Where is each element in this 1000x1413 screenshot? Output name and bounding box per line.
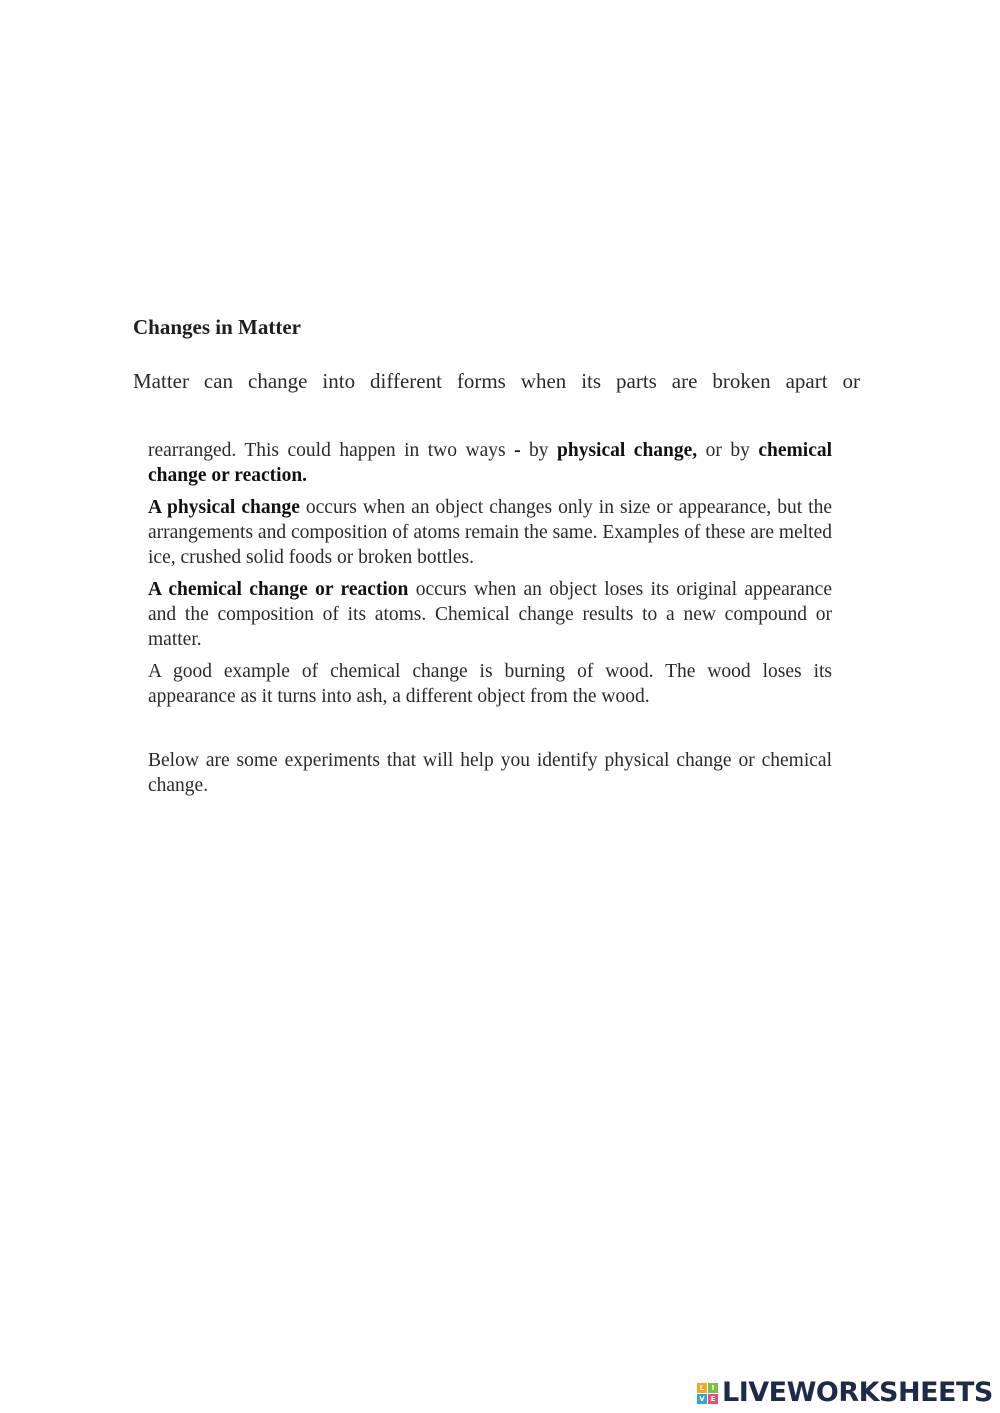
text-run: occurs when an object loses its original appearance and the composition of its atoms. Chemical change results to a new compound or matter. [148,579,832,650]
text-run: or by [697,440,759,461]
paragraph-chemical-change [148,577,832,652]
liveworksheets-logo [697,1378,993,1408]
logo-letter: I [708,1383,718,1393]
document-body [148,438,832,805]
text-run-bold: chemical change or reaction. [148,440,833,486]
logo-letter: L [697,1383,707,1393]
paragraph-example [148,659,832,709]
text-run-bold: A physical change [148,497,300,518]
text-run: Below are some experiments that will help you identify physical change or chemical change. [148,750,832,796]
page-title: Changes in Matter [133,315,301,339]
text-run-bold: A chemical change or reaction [148,579,409,600]
text-run: A good example of chemical change is burning of wood. The wood loses its appearance as it turns into ash, a different object from the wood. [148,661,832,707]
paragraph-experiments [148,748,832,798]
logo-letter: E [708,1394,718,1404]
logo-mark-icon [697,1383,718,1404]
text-run-bold: physical change, [557,440,698,461]
logo-letter: V [697,1394,707,1404]
text-run: rearranged. This could happen in two ways [148,440,515,461]
logo-text: LIVEWORKSHEETS [722,1377,993,1408]
text-run: occurs when an object changes only in size or appearance, but the arrangements and composition of atoms remain the same. Examples of these are melted ice, crushed solid foods or broken bottles. [148,497,832,568]
text-run: by [520,440,558,461]
text-run-bold: - [514,440,521,461]
intro-line: Matter can change into different forms when its parts are broken apart or [133,369,860,393]
paragraph-physical-change [148,495,832,570]
paragraph-ways [148,438,832,488]
